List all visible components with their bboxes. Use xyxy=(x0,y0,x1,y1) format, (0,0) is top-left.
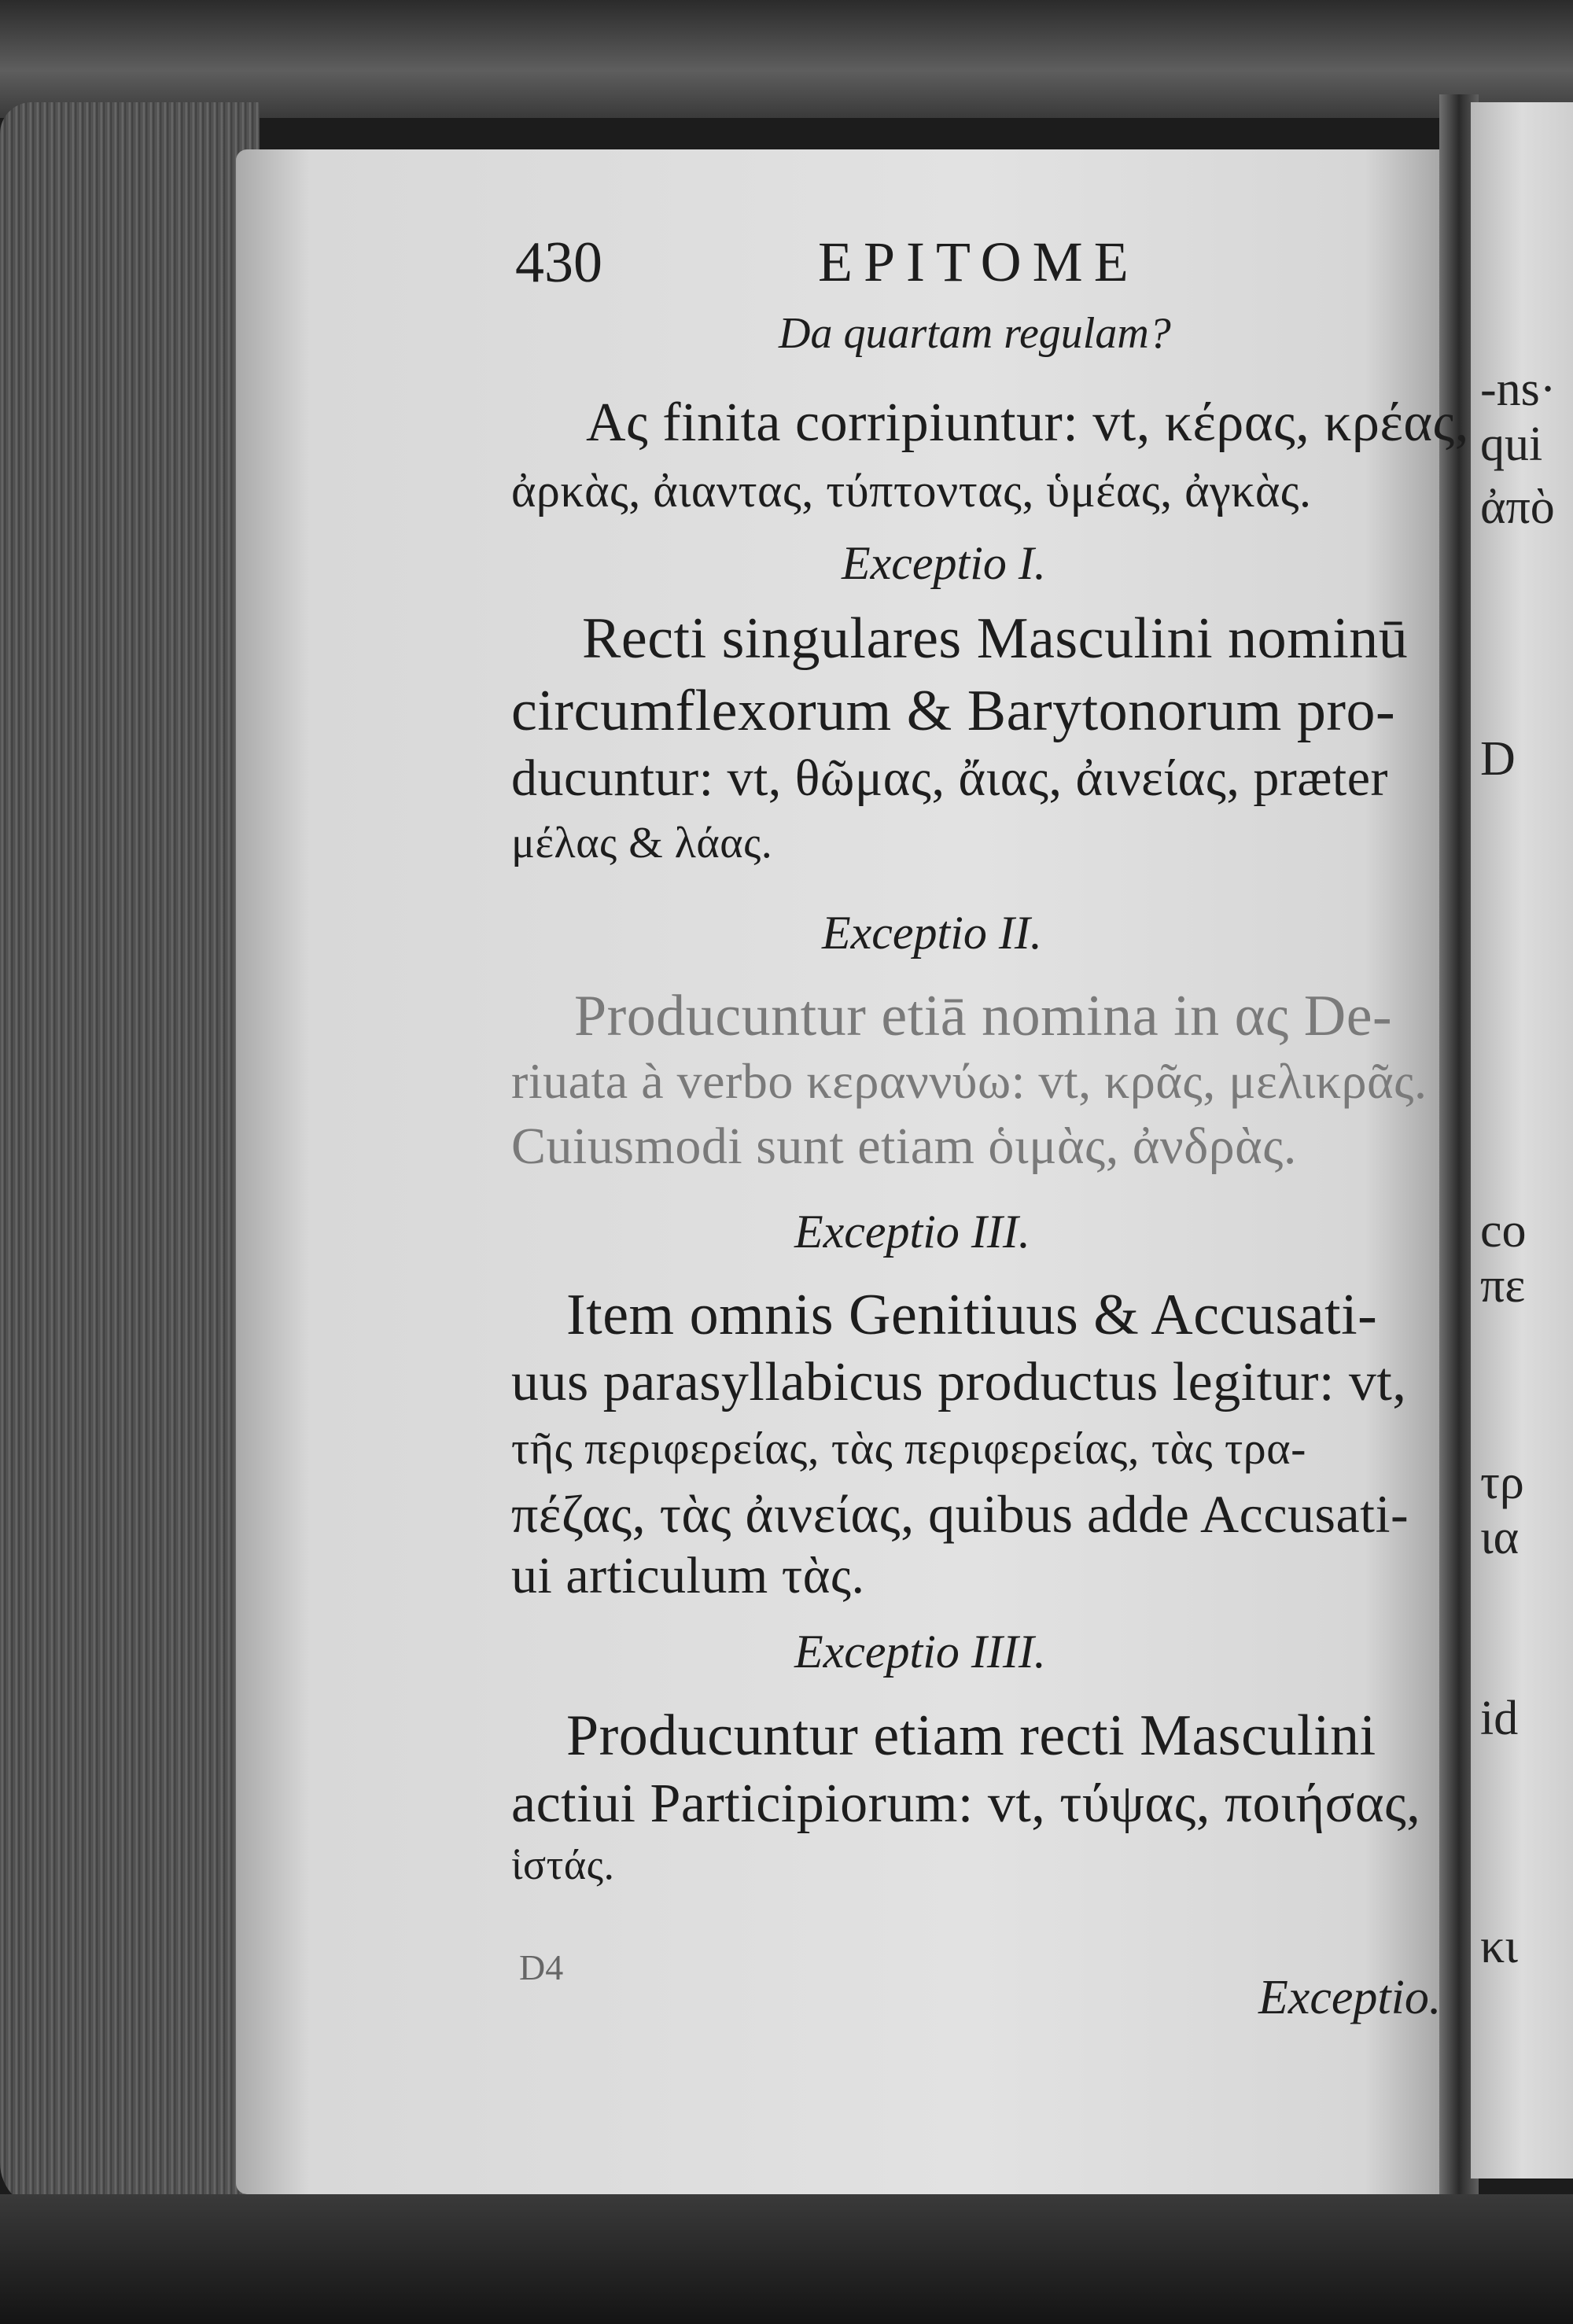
exception-line: τῆς περιφερείας, τὰς περιφερείας, τὰς τρα- xyxy=(511,1423,1306,1474)
facing-page-fragment: ἀπὸ xyxy=(1480,481,1555,534)
exception-heading: Exceptio I. xyxy=(842,537,1046,589)
rule-line: ἀρκὰς, ἀιαντας, τύπτοντας, ὑμέας, ἀγκὰς. xyxy=(511,465,1312,517)
exception-line: Cuiusmodi sunt etiam ὁιμὰς, ἀνδρὰς. xyxy=(511,1118,1297,1175)
exception-line: πέζας, τὰς ἀινείας, quibus adde Accusati- xyxy=(511,1484,1409,1544)
facing-page-fragment: co xyxy=(1480,1204,1527,1258)
facing-page-fragment: qui xyxy=(1480,418,1543,471)
facing-page-fragment: D xyxy=(1480,732,1516,786)
page-number: 430 xyxy=(515,230,602,295)
facing-page-fragment: κι xyxy=(1480,1920,1518,1973)
book-page-edges xyxy=(0,102,260,2210)
exception-line: riuata à verbo κεραννύω: vt, κρᾶς, μελικρᾶς. xyxy=(511,1053,1427,1109)
question-heading: Da quartam regulam? xyxy=(779,309,1171,358)
rule-line: Ας finita corripiuntur: vt, κέρας, κρέας, xyxy=(586,392,1469,453)
exception-line: ἱστάς. xyxy=(511,1841,615,1888)
exception-line: ui articulum τὰς. xyxy=(511,1547,865,1604)
exception-line: Producuntur etiā nomina in ας De- xyxy=(574,984,1393,1048)
exception-line: uus parasyllabicus productus legitur: vt, xyxy=(511,1352,1407,1412)
exception-heading: Exceptio II. xyxy=(822,907,1042,959)
facing-page-fragment: πε xyxy=(1480,1259,1526,1313)
exception-line: μέλας & λάας. xyxy=(511,819,773,867)
facing-page xyxy=(1471,102,1573,2179)
catchword: Exceptio. xyxy=(1258,1971,1442,2024)
signature-mark: D4 xyxy=(519,1947,564,1987)
exception-line: ducuntur: vt, θῶμας, ἄιας, ἀινείας, præter xyxy=(511,749,1388,807)
exception-line: actiui Participiorum: vt, τύψας, ποιήσας, xyxy=(511,1773,1421,1834)
exception-line: Recti singulares Masculini nominū xyxy=(582,606,1409,671)
facing-page-fragment: id xyxy=(1480,1692,1519,1745)
exception-line: Item omnis Genitiuus & Accusati- xyxy=(566,1283,1378,1347)
exception-heading: Exceptio III. xyxy=(794,1206,1030,1258)
facing-page-fragment: -ns· xyxy=(1480,363,1556,416)
exception-line: Producuntur etiam recti Masculini xyxy=(566,1703,1376,1768)
book-cover-top xyxy=(0,0,1573,118)
bottom-shadow xyxy=(0,2194,1573,2324)
facing-page-fragment: τρ xyxy=(1480,1456,1524,1509)
exception-line: circumflexorum & Barytonorum pro- xyxy=(511,679,1396,743)
exception-heading: Exceptio IIII. xyxy=(794,1626,1046,1678)
facing-page-fragment: ια xyxy=(1480,1511,1520,1564)
running-head: EPITOME xyxy=(818,230,1140,293)
